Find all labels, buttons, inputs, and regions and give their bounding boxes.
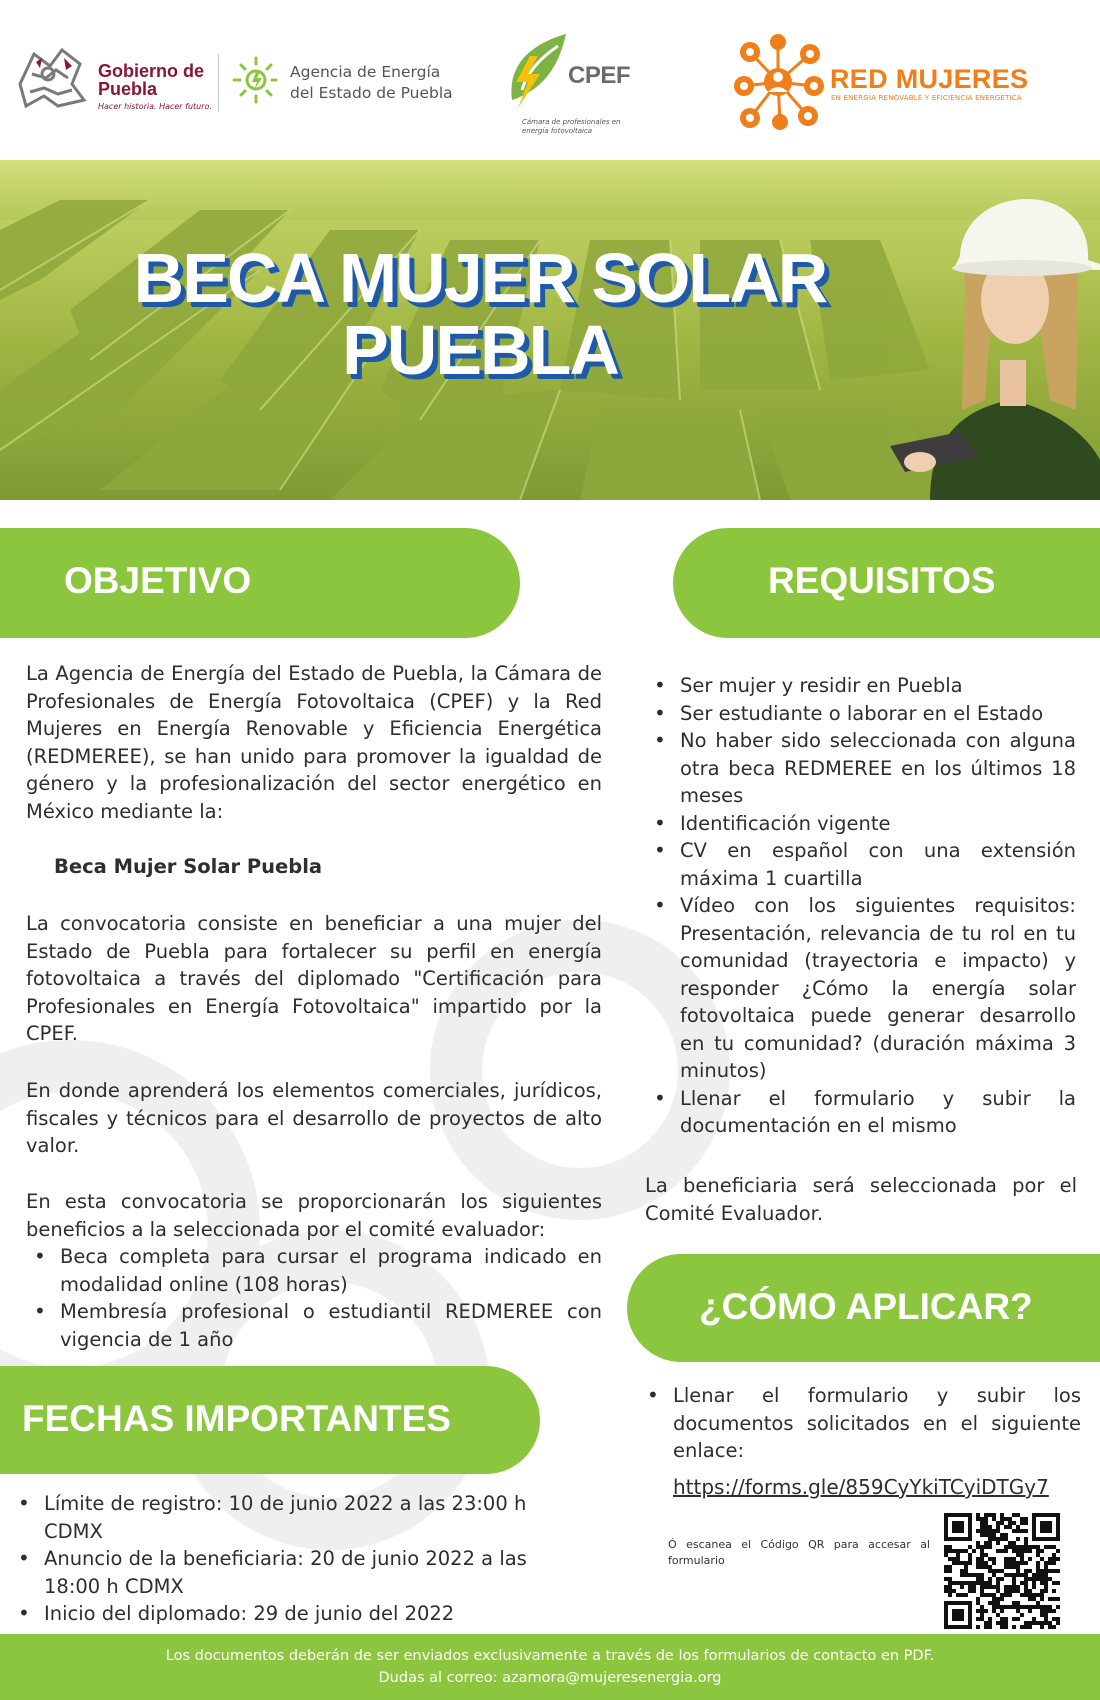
list-item: • Vídeo con los siguientes requisitos: Presentación, relevancia de tu rol en tu comunidad (trayectoria e impacto) y responder ¿Cómo la energía solar fotovoltaica puede generar desarrollo en tu comunidad? (duración máxima 3 minutos) <box>646 892 1076 1085</box>
list-item: • Identificación vigente <box>646 810 1076 838</box>
benefits-list <box>26 1243 602 1353</box>
list-item: • No haber sido seleccionada con alguna otra beca REDMEREE en los últimos 18 meses <box>646 727 1076 810</box>
gobierno-puebla-slogan: Hacer historia. Hacer futuro. <box>98 102 212 111</box>
qr-code-icon[interactable] <box>944 1513 1060 1629</box>
gobierno-puebla-name: Gobierno de Puebla <box>98 61 205 99</box>
objetivo-paragraph-3: En donde aprenderá los elementos comerciales, jurídicos, fiscales y técnicos para el desarrollo de proyectos de alto valor. <box>26 1079 602 1157</box>
footer-bar <box>0 1634 1100 1700</box>
list-item: • Ser estudiante o laborar en el Estado <box>646 700 1076 728</box>
objetivo-paragraph-4: En esta convocatoria se proporcionarán los siguientes beneficios a la seleccionada por el comité evaluador: <box>26 1190 602 1241</box>
footer-contact: Dudas al correo: azamora@mujeresenergia.org <box>378 1670 722 1686</box>
list-item: • Llenar el formulario y subir los documentos solicitados en el siguiente enlace: <box>639 1382 1081 1465</box>
list-item: • Beca completa para cursar el programa indicado en modalidad online (108 horas) <box>26 1243 602 1298</box>
application-form-link[interactable]: https://forms.gle/859CyYkiTCyiDTGy7 <box>673 1475 1049 1499</box>
requisitos-list <box>646 672 1076 1140</box>
aplicar-heading: ¿CÓMO APLICAR? <box>699 1286 1033 1327</box>
cpef-logo <box>500 30 650 146</box>
list-item: • Límite de registro: 10 de junio 2022 a las 23:00 h CDMX <box>10 1490 570 1545</box>
gobierno-puebla-emblem-icon <box>14 44 90 114</box>
header-logos <box>0 0 1100 160</box>
agencia-name-line2: del Estado de Puebla <box>290 84 453 102</box>
qr-instruction: Ó escanea el Código QR para accesar al formulario <box>668 1538 930 1567</box>
objetivo-paragraph-2: La convocatoria consiste en beneficiar a una mujer del Estado de Puebla para fortalecer su perfil en energía fotovoltaica a través del diplomado "Certificación para Profesionales en Energía Fotovoltaica" impartido por la CPEF. <box>26 912 602 1045</box>
fechas-list <box>10 1490 570 1628</box>
red-mujeres-network-icon <box>728 30 828 134</box>
cpef-subtitle: Cámara de profesionales en energía fotovoltaica <box>522 118 621 135</box>
requisitos-heading-pill <box>673 528 1100 638</box>
agencia-energia-logo <box>232 52 472 116</box>
agencia-sun-icon <box>232 54 278 106</box>
program-name: Beca Mujer Solar Puebla <box>54 855 323 878</box>
hero-title-line1: BECA MUJER SOLAR <box>133 239 827 317</box>
red-mujeres-title: RED MUJERES <box>830 64 1029 94</box>
selection-note: La beneficiaria será seleccionada por el Comité Evaluador. <box>645 1174 1077 1225</box>
list-item: • Ser mujer y residir en Puebla <box>646 672 1076 700</box>
fechas-heading-pill <box>0 1366 540 1474</box>
aplicar-list <box>639 1382 1081 1465</box>
fechas-heading: FECHAS IMPORTANTES <box>22 1398 451 1439</box>
gobierno-puebla-logo <box>14 44 214 120</box>
hero-banner <box>0 160 1100 500</box>
red-mujeres-subtitle: EN ENERGÍA RENOVABLE Y EFICIENCIA ENERGÉTICA <box>831 94 1022 102</box>
list-item: • CV en español con una extensión máxima 1 cuartilla <box>646 837 1076 892</box>
objetivo-heading-pill <box>0 528 520 638</box>
hero-title-line2: PUEBLA <box>342 311 618 389</box>
list-item: • Inicio del diplomado: 29 de junio del 2022 <box>10 1600 570 1628</box>
hero-title <box>130 239 830 389</box>
list-item: • Membresía profesional o estudiantil REDMEREE con vigencia de 1 año <box>26 1298 602 1353</box>
objetivo-heading: OBJETIVO <box>64 560 252 601</box>
cpef-wordmark: CPEF <box>568 62 631 89</box>
footer-line-1: Los documentos deberán de ser enviados exclusivamente a través de los formularios de contacto en PDF. <box>165 1648 935 1664</box>
logo-divider <box>218 54 219 112</box>
requisitos-heading: REQUISITOS <box>768 560 996 601</box>
aplicar-heading-pill <box>627 1254 1100 1362</box>
list-item: • Anuncio de la beneficiaria: 20 de junio 2022 a las 18:00 h CDMX <box>10 1545 570 1600</box>
objetivo-paragraph-1: La Agencia de Energía del Estado de Puebla, la Cámara de Profesionales de Energía Fotovoltaica (CPEF) y la Red Mujeres en Energía Renovable y Eficiencia Energética (REDMEREE), se han unido para promover la igualdad de género y la profesionalización del sector energético en México mediante la: <box>26 662 602 823</box>
cpef-leaf-icon <box>500 30 572 114</box>
red-mujeres-logo <box>728 30 1058 140</box>
list-item: • Llenar el formulario y subir la documentación en el mismo <box>646 1085 1076 1140</box>
agencia-name-line1: Agencia de Energía <box>290 63 441 81</box>
